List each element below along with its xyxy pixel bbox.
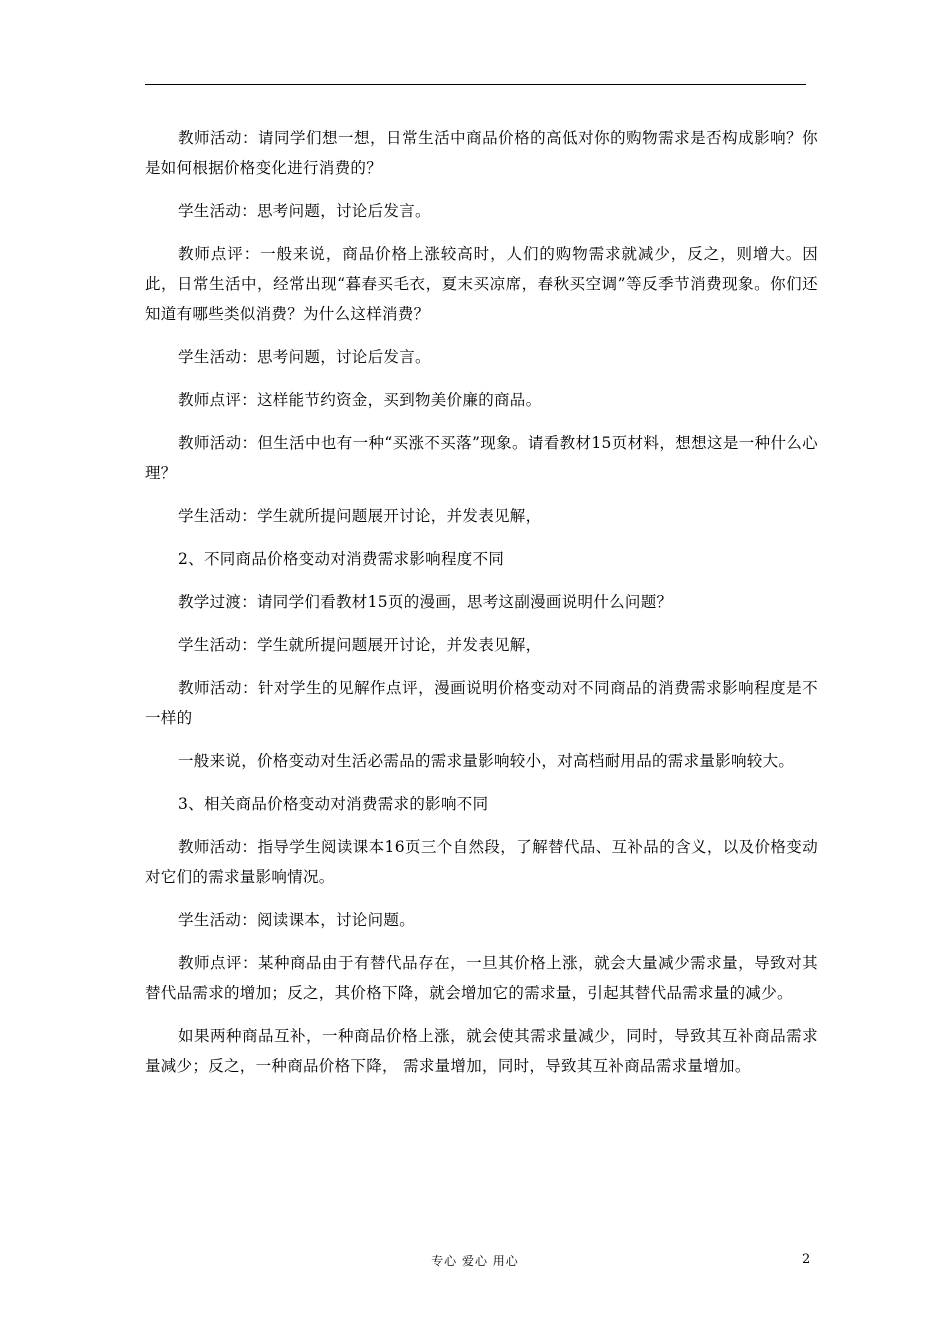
section-heading: 2、不同商品价格变动对消费需求影响程度不同 [178,550,505,568]
paragraph: 教师点评：这样能节约资金，买到物美价廉的商品。 [178,391,542,409]
paragraph: 学生活动：学生就所提问题展开讨论，并发表见解， [178,636,542,654]
paragraph: 学生活动：学生就所提问题展开讨论，并发表见解， [178,507,542,525]
paragraph: 学生活动：思考问题，讨论后发言。 [178,202,431,220]
paragraph: 教师点评：某种商品由于有替代品存在，一旦其价格上涨，就会大量减少需求量，导致对其替代品需求的增加；反之，其价格下降，就会增加它的需求量，引起其替代品需求量的减少。 [145,954,818,1002]
page-number: 2 [802,1252,811,1267]
paragraph: 学生活动：阅读课本，讨论问题。 [178,911,416,929]
paragraph: 教师活动：但生活中也有一种“买涨不买落”现象。请看教材15页材料，想想这是一种什么心理？ [145,434,818,482]
document-body [145,123,818,1094]
paragraph: 教师活动：针对学生的见解作点评，漫画说明价格变动对不同商品的消费需求影响程度是不一样的 [145,679,818,727]
paragraph: 一般来说，价格变动对生活必需品的需求量影响较小，对高档耐用品的需求量影响较大。 [178,752,795,770]
paragraph: 如果两种商品互补，一种商品价格上涨，就会使其需求量减少，同时，导致其互补商品需求量减少；反之，一种商品价格下降， 需求量增加，同时，导致其互补商品需求量增加。 [145,1027,818,1075]
page-footer [0,1252,950,1272]
paragraph: 教师活动：指导学生阅读课本16页三个自然段，了解替代品、互补品的含义，以及价格变动对它们的需求量影响情况。 [145,838,818,886]
paragraph: 教学过渡：请同学们看教材15页的漫画，思考这副漫画说明什么问题？ [178,593,673,611]
paragraph: 教师活动：请同学们想一想，日常生活中商品价格的高低对你的购物需求是否构成影响？你是如何根据价格变化进行消费的？ [145,129,818,177]
header-rule [145,84,806,85]
paragraph: 教师点评：一般来说，商品价格上涨较高时，人们的购物需求就减少，反之，则增大。因此，日常生活中，经常出现“暮春买毛衣，夏末买凉席，春秋买空调”等反季节消费现象。你们还知道有哪些类似消费？为什么这样消费？ [145,245,818,323]
paragraph: 学生活动：思考问题，讨论后发言。 [178,348,431,366]
footer-motto: 专心 爱心 用心 [431,1254,519,1268]
section-heading: 3、相关商品价格变动对消费需求的影响不同 [178,795,489,813]
